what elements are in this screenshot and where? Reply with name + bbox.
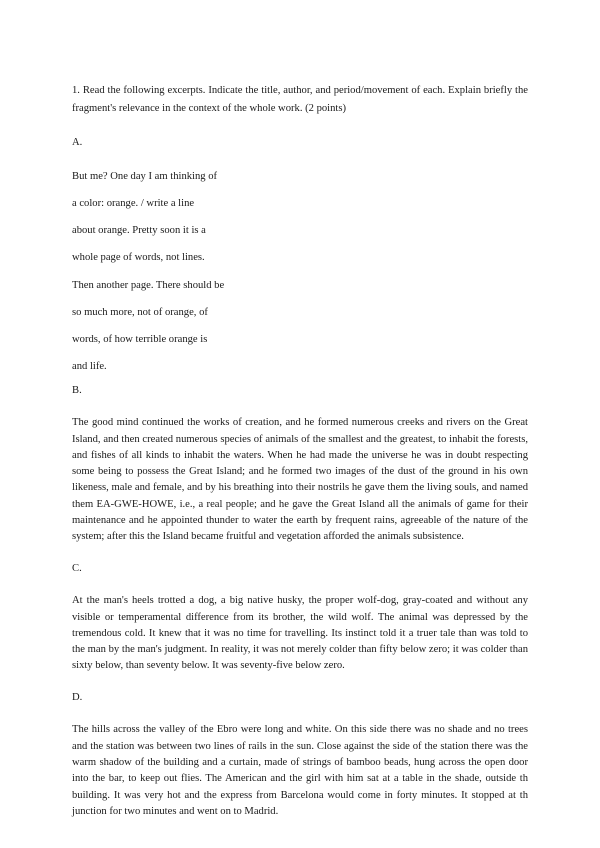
poem-line: a color: orange. / write a line [72,197,195,209]
poem-line: about orange. Pretty soon it is a [72,225,206,237]
poem-line: whole page of words, not lines. [72,252,205,264]
excerpt-a-poem [72,168,528,376]
excerpt-a-label: A. [72,137,83,149]
poem-line: and life. [72,361,107,373]
excerpt-d-text: The hills across the valley of the Ebro were long and white. On this side there was no shade and no trees and the station was between two lines of rails in the sun. Close against the side of the station there was the warm shadow of the building and a curtain, made of strings of bamboo beads, hung across the open door into the bar, to keep out flies. The American and the girl with him sat at a table in the shade, outside th building. It was very hot and the express from Barcelona would come in forty minutes. It stopped at th junction for two minutes and went on to Madrid. [72,724,528,817]
excerpt-b-label: B. [72,384,82,396]
excerpt-b-text: The good mind continued the works of creation, and he formed numerous creeks and rivers on the Great Island, and then created numerous species of animals of the smallest and the greatest, to inhabit the forests, and fishes of all kinds to inhabit the waters. When he had made the universe he was in doubt respecting some being to possess the Great Island; and he formed two images of the dust of the ground in his own likeness, male and female, and by his breathing into their nostrils he gave them the living souls, and named them EA-GWE-HOWE, i.e., a real people; and he gave the Great Island all the animals of game for their maintenance and he appointed thunder to water the earth by frequent rains, agreeable of the nature of the system; after this the Island became fruitful and vegetation afforded the animals subsistence. [72,417,528,543]
poem-line: Then another page. There should be [72,279,225,291]
excerpt-d-label: D. [72,691,83,703]
question-text: 1. Read the following excerpts. Indicate the title, author, and period/movement of each. Explain briefly the fragment's relevance in the context of the whole work. (2 points) [72,85,528,114]
excerpt-c-label: C. [72,562,82,574]
document-content [72,82,528,834]
poem-line: words, of how terrible orange is [72,333,208,345]
poem-line: But me? One day I am thinking of [72,170,218,182]
excerpt-c-text: At the man's heels trotted a dog, a big native husky, the proper wolf-dog, gray-coated and without any visible or temperamental difference from its brother, the wild wolf. The animal was depressed by the tremendous cold. It knew that it was no time for travelling. Its instinct told it a truer tale than was told to the man by the man's judgment. In reality, it was not merely colder than fifty below zero; it was colder than sixty below, than seventy below. It was seventy-five below zero. [72,595,528,672]
poem-line: so much more, not of orange, of [72,306,208,318]
